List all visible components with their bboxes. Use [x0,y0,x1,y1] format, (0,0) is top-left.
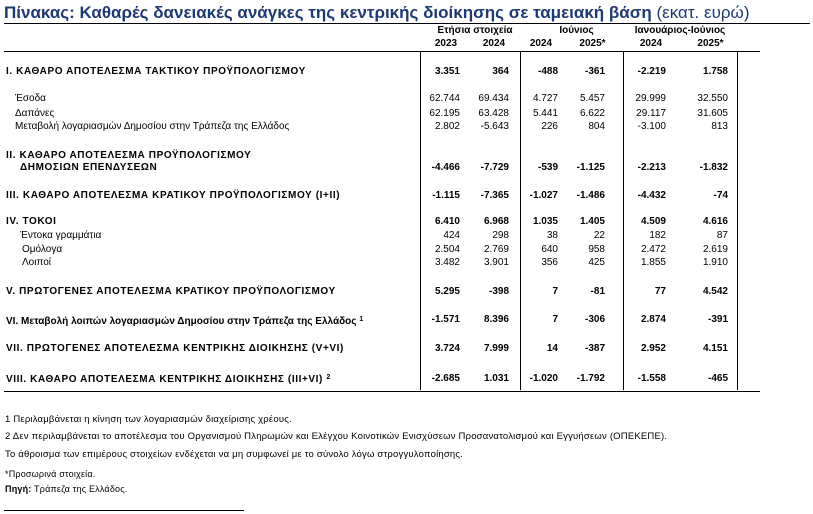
footnote-ref-1: 1 [359,316,364,323]
table-cell: -1.486 [576,190,605,201]
row-label-bonds: Ομόλογα [22,244,63,255]
table-cell: 22 [593,230,605,241]
provisional-note: *Προσωρινά στοιχεία. [5,469,96,479]
table-cell: -1.125 [576,162,605,173]
table-cell: -81 [590,286,605,297]
table-cell: -1.558 [637,373,666,384]
table-cell: -306 [584,314,605,325]
table-cell: 62.195 [429,108,460,119]
table-cell: 7 [552,286,558,297]
table-cell: 1.031 [483,373,509,384]
source-line [5,484,127,494]
header-year: 2025* [579,38,606,49]
table-cell: 3.482 [434,257,460,268]
row-label-i: I. ΚΑΘΑΡΟ ΑΠΟΤΕΛΕΣΜΑ ΤΑΚΤΙΚΟΥ ΠΡΟΫΠΟΛΟΓΙΣΜΟΥ [6,66,306,77]
table-cell: 813 [711,121,728,132]
table-cell: 1.855 [640,257,666,268]
table-cell: -5.643 [480,121,509,132]
row-label-v: V. ΠΡΩΤΟΓΕΝΕΣ ΑΠΟΤΕΛΕΣΜΑ ΚΡΑΤΙΚΟΥ ΠΡΟΫΠΟΛΟΓΙΣΜΟΥ [6,286,336,297]
table-cell: -361 [584,66,605,77]
table-cell: 5.457 [579,93,605,104]
header-year: 2025* [697,38,724,49]
column-separator [520,52,521,390]
row-label-ii-line2: ΔΗΜΟΣΙΩΝ ΕΠΕΝΔΥΣΕΩΝ [20,162,158,173]
header-year: 2024 [529,38,553,49]
table-cell: 7 [552,314,558,325]
table-cell: -4.466 [431,162,460,173]
column-separator [420,52,421,390]
footnote-ref-2: 2 [326,374,331,381]
table-cell: 2.619 [702,244,728,255]
table-cell: -1.832 [699,162,728,173]
table-cell: 640 [541,244,558,255]
column-separator [623,52,624,390]
footnote-rounding: Το άθροισμα των επιμέρους στοιχείων ενδέχεται να μη συμφωνεί με το σύνολο λόγω στρογγυλοποίησης. [5,449,464,460]
table-cell: 1.758 [702,66,728,77]
source-label: Πηγή: [5,484,32,494]
table-cell: 1.910 [702,257,728,268]
table-cell: 2.802 [434,121,460,132]
table-cell: 29.999 [635,93,666,104]
table-cell: 38 [546,230,558,241]
table-cell: 4.151 [702,343,728,354]
bottom-rule [4,391,760,392]
table-cell: 804 [588,121,605,132]
table-cell: 6.622 [579,108,605,119]
row-label-account-change: Μεταβολή λογαριασμών Δημοσίου στην Τράπεζα της Ελλάδος [15,121,290,132]
table-cell: -74 [713,190,728,201]
table-cell: 4.542 [702,286,728,297]
header-year: 2024 [482,38,506,49]
column-separator [737,52,738,390]
table-cell: 4.616 [702,216,728,227]
table-cell: 424 [443,230,460,241]
table-cell: -7.365 [480,190,509,201]
table-cell: 6.410 [434,216,460,227]
table-cell: 77 [654,286,666,297]
header-rule [4,51,760,52]
table-cell: 2.874 [640,314,666,325]
table-cell: 425 [588,257,605,268]
table-cell: 3.724 [434,343,460,354]
row-label-vii: VII. ΠΡΩΤΟΓΕΝΕΣ ΑΠΟΤΕΛΕΣΜΑ ΚΕΝΤΡΙΚΗΣ ΔΙΟΙΚΗΣΗΣ (V+VI) [6,343,344,354]
table-cell: 3.901 [483,257,509,268]
table-cell: 14 [546,343,558,354]
row-label-viii-text: VIII. ΚΑΘΑΡΟ ΑΠΟΤΕΛΕΣΜΑ ΚΕΝΤΡΙΚΗΣ ΔΙΟΙΚΗΣΗΣ (III+VI) [6,374,323,385]
table-cell: 2.472 [640,244,666,255]
table-cell: 2.952 [640,343,666,354]
table-cell: -2.213 [637,162,666,173]
row-label-tbills: Έντοκα γραμμάτια [20,230,102,241]
table-cell: 1.035 [532,216,558,227]
row-label-ii: II. ΚΑΘΑΡΟ ΑΠΟΤΕΛΕΣΜΑ ΠΡΟΫΠΟΛΟΓΙΣΜΟΥ [6,150,252,161]
header-year: 2024 [639,38,663,49]
header-group-june: Ιούνιος [559,25,594,36]
row-label-viii [6,372,331,386]
table-cell: 7.999 [483,343,509,354]
title-unit: (εκατ. ευρώ) [656,3,750,22]
table-cell: -1.571 [431,314,460,325]
source-text: Τράπεζα της Ελλάδος. [34,484,128,494]
row-label-vi [6,314,363,328]
table-cell: -2.219 [637,66,666,77]
table-cell: 5.295 [434,286,460,297]
row-label-iii: III. ΚΑΘΑΡΟ ΑΠΟΤΕΛΕΣΜΑ ΚΡΑΤΙΚΟΥ ΠΡΟΫΠΟΛΟΓΙΣΜΟΥ (I+II) [6,190,341,201]
row-label-iv: IV. ΤΟΚΟΙ [6,216,57,227]
table-cell: 63.428 [478,108,509,119]
table-cell: 69.434 [478,93,509,104]
row-label-vi-text: VI. Μεταβολή λοιπών λογαριασμών Δημοσίου στην Τράπεζα της Ελλάδος [6,316,357,327]
table-cell: 32.550 [697,93,728,104]
table-cell: 29.117 [636,108,666,119]
table-cell: 3.351 [434,66,460,77]
table-cell: -1.115 [432,190,460,201]
title-main: Πίνακας: Καθαρές δανειακές ανάγκες της κεντρικής διοίκησης σε ταμειακή βάση [4,3,652,22]
header-group-jan-jun: Ιανουάριος-Ιούνιος [634,25,726,36]
table-cell: 298 [492,230,509,241]
table-cell: 2.769 [483,244,509,255]
table-cell: 182 [649,230,666,241]
footnote-2: 2 Δεν περιλαμβάνεται το αποτέλεσμα του Οργανισμού Πληρωμών και Ελέγχου Κοινοτικών Ενισχύσεων Προσανατολισμού και Εγγυήσεων (ΟΠΕΚΕΠΕ). [5,431,668,442]
table-cell: -539 [537,162,558,173]
table-cell: 5.441 [532,108,558,119]
table-cell: 87 [716,230,728,241]
table-cell: -2.685 [431,373,460,384]
table-cell: 958 [588,244,605,255]
footer-rule [4,510,244,511]
header-group-annual: Ετήσια στοιχεία [437,25,513,36]
table-cell: -387 [584,343,605,354]
table-cell: -398 [488,286,509,297]
table-cell: 2.504 [434,244,460,255]
table-cell: 8.396 [483,314,509,325]
table-cell: -465 [707,373,728,384]
row-label-expenditure: Δαπάνες [15,108,55,119]
table-cell: -3.100 [637,121,666,132]
table-cell: 4.509 [640,216,666,227]
table-cell: 356 [541,257,558,268]
table-cell: 226 [541,121,558,132]
table-cell: 31.605 [697,108,728,119]
row-label-other: Λοιποί [22,257,52,268]
table-cell: 6.968 [483,216,509,227]
table-cell: -488 [537,66,558,77]
footnote-1: 1 Περιλαμβάνεται η κίνηση των λογαριασμών διαχείρισης χρέους. [5,414,292,425]
table-cell: 62.744 [429,93,460,104]
table-cell: -4.432 [637,190,666,201]
table-cell: 1.405 [579,216,605,227]
table-cell: -1.027 [529,190,558,201]
table-cell: -1.020 [529,373,558,384]
table-cell: 4.727 [532,93,558,104]
header-year: 2023 [434,38,458,49]
table-cell: -7.729 [480,162,509,173]
row-label-revenue: Έσοδα [15,93,46,104]
top-rule [4,23,810,24]
table-title [4,3,750,23]
table-cell: -1.792 [576,373,605,384]
table-cell: -391 [707,314,728,325]
table-cell: 364 [492,66,509,77]
